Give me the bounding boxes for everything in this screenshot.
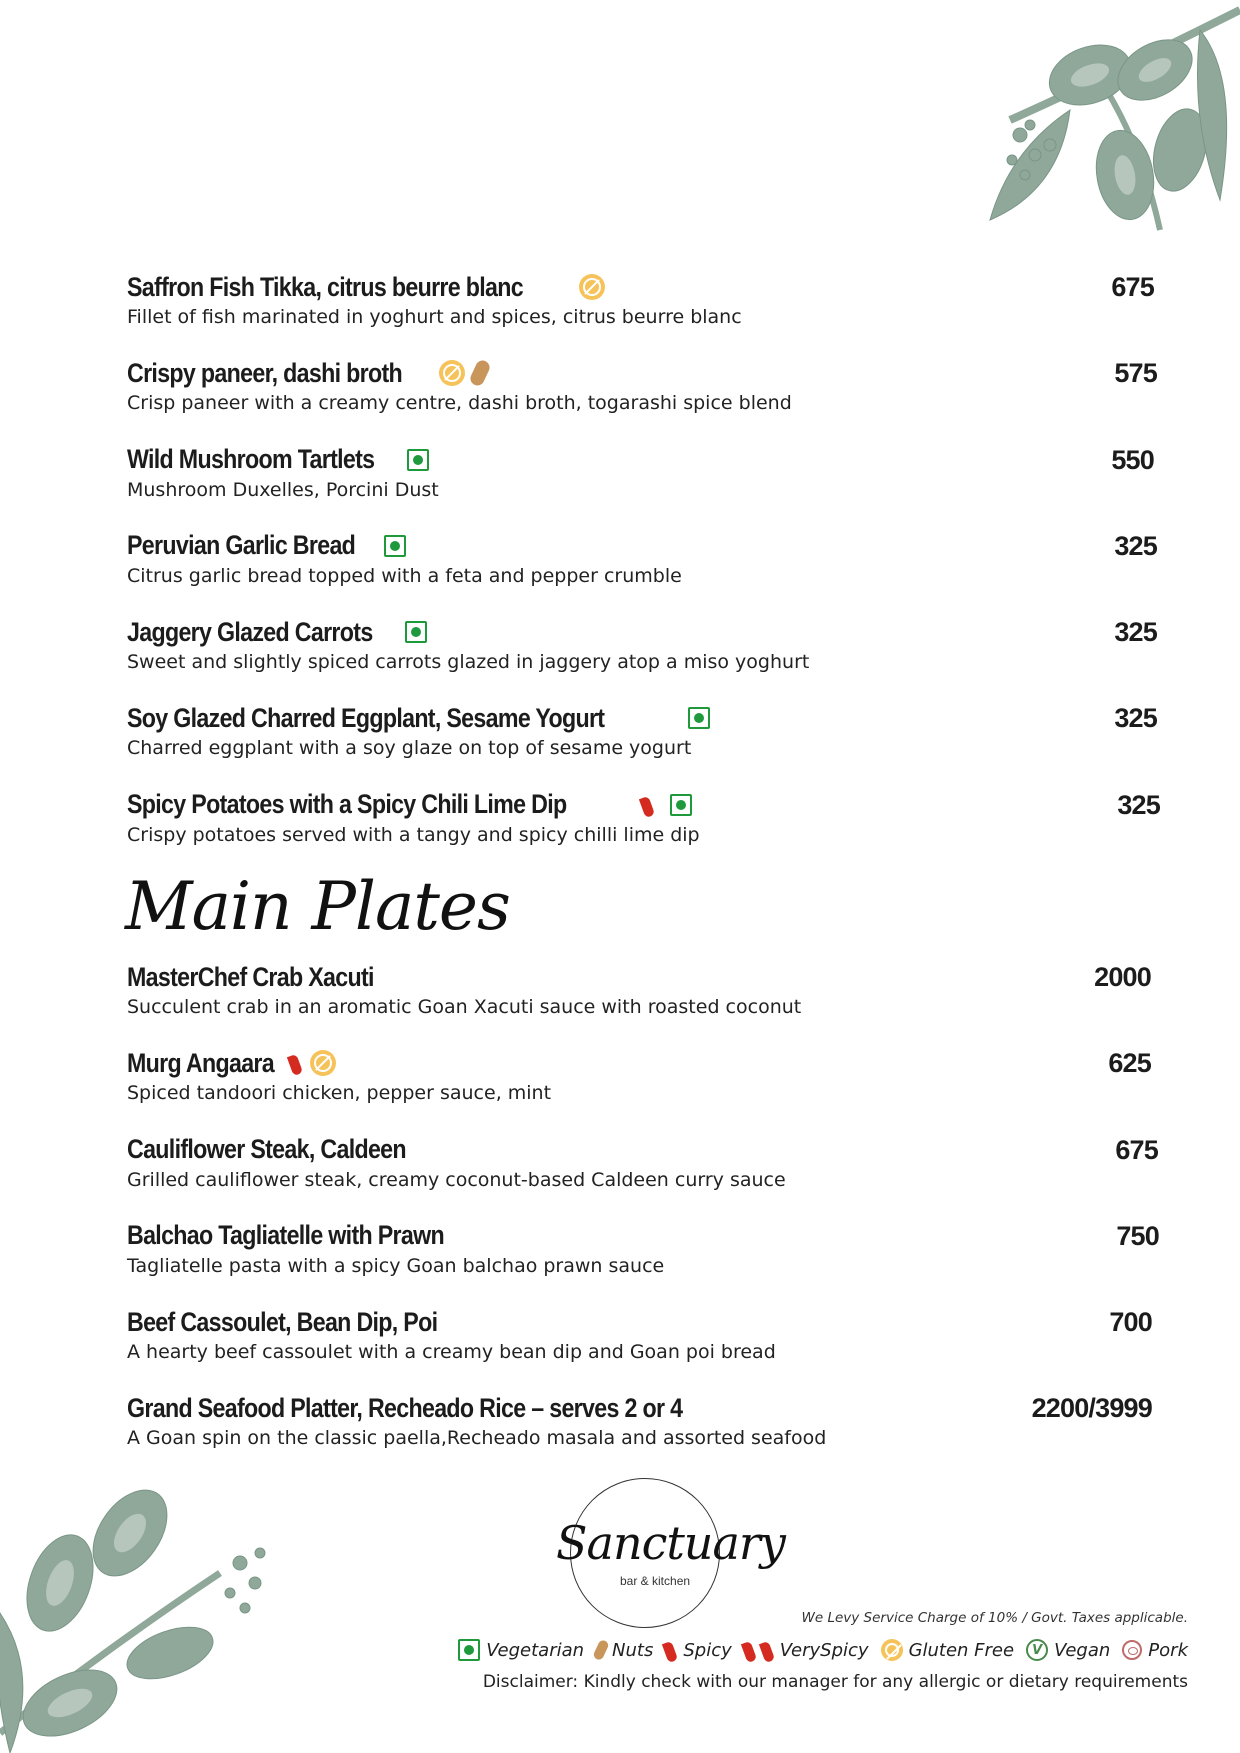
menu-item xyxy=(127,1391,1152,1477)
spicy-icon xyxy=(290,1051,302,1075)
item-price: 550 xyxy=(1111,444,1154,475)
item-description: Mushroom Duxelles, Porcini Dust xyxy=(127,478,439,501)
spicy-icon xyxy=(762,1638,774,1662)
item-description: Fillet of fish marinated in yoghurt and spices, citrus beurre blanc xyxy=(127,306,742,328)
restaurant-logo xyxy=(556,1478,785,1628)
item-description: Crispy potatoes served with a tangy and spicy chilli lime dip xyxy=(127,823,700,846)
item-description: Grilled cauliflower steak, creamy coconut-based Caldeen curry sauce xyxy=(127,1168,786,1191)
item-price: 325 xyxy=(1114,530,1157,561)
legend-label: VerySpicy xyxy=(779,1639,869,1661)
menu-item xyxy=(127,1046,1151,1132)
item-price: 625 xyxy=(1108,1048,1151,1079)
item-name: Spicy Potatoes with a Spicy Chili Lime Dip xyxy=(127,789,567,820)
nuts-icon xyxy=(468,359,492,388)
item-price: 2000 xyxy=(1094,962,1151,992)
vegan-icon: V xyxy=(1026,1639,1048,1661)
vegetarian-icon xyxy=(405,621,427,643)
olive-branch-decoration xyxy=(950,0,1240,250)
item-description: A Goan spin on the classic paella,Recheado masala and assorted seafood xyxy=(127,1427,827,1450)
item-description: Citrus garlic bread topped with a feta and pepper crumble xyxy=(127,564,682,587)
item-name: Saffron Fish Tikka, citrus beurre blanc xyxy=(127,271,523,302)
menu-item xyxy=(127,356,1157,442)
gluten-free-icon xyxy=(579,274,605,300)
legend-label: Nuts xyxy=(612,1639,654,1661)
pork-icon xyxy=(1122,1640,1142,1660)
item-price: 325 xyxy=(1117,789,1160,820)
olive-branch-decoration-bottom xyxy=(0,1473,290,1753)
item-description: Crisp paneer with a creamy centre, dashi broth, togarashi spice blend xyxy=(127,392,792,415)
item-description: Spiced tandoori chicken, pepper sauce, mint xyxy=(127,1082,552,1105)
item-price: 2200/3999 xyxy=(1031,1393,1152,1424)
gluten-free-icon xyxy=(310,1050,336,1076)
menu-item xyxy=(127,529,1157,615)
dietary-legend xyxy=(458,1638,1188,1662)
disclaimer: Disclaimer: Kindly check with our manager for any allergic or dietary requirements xyxy=(482,1672,1188,1692)
legend-gluten-free xyxy=(881,1639,1015,1661)
item-description: Sweet and slightly spiced carrots glazed in jaggery atop a miso yoghurt xyxy=(127,651,810,674)
item-price: 325 xyxy=(1114,617,1157,648)
item-description: Succulent crab in an aromatic Goan Xacuti sauce with roasted coconut xyxy=(127,996,802,1018)
legend-spicy xyxy=(665,1638,731,1662)
legend-label: Vegan xyxy=(1054,1639,1111,1661)
item-name: Grand Seafood Platter, Recheado Rice – serves 2 or 4 xyxy=(127,1392,683,1423)
gluten-free-icon xyxy=(439,360,465,386)
item-name: Balchao Tagliatelle with Prawn xyxy=(127,1220,445,1251)
item-name: Wild Mushroom Tartlets xyxy=(127,444,375,475)
item-price: 675 xyxy=(1111,272,1154,302)
legend-label: Pork xyxy=(1148,1639,1188,1661)
menu-item xyxy=(127,443,1154,529)
legend-label: Spicy xyxy=(683,1639,732,1661)
item-name: MasterChef Crab Xacuti xyxy=(127,961,374,992)
logo-subtitle: bar & kitchen xyxy=(620,1574,691,1588)
item-name: Cauliflower Steak, Caldeen xyxy=(127,1134,406,1165)
nuts-icon xyxy=(592,1639,610,1661)
item-description: A hearty beef cassoulet with a creamy bean dip and Goan poi bread xyxy=(127,1341,776,1364)
service-charge-note: We Levy Service Charge of 10% / Govt. Taxes applicable. xyxy=(801,1610,1188,1626)
item-price: 325 xyxy=(1114,703,1157,734)
vegetarian-icon xyxy=(458,1639,480,1661)
small-plates-list xyxy=(127,270,1160,874)
spicy-icon xyxy=(665,1638,677,1662)
legend-label: Gluten Free xyxy=(908,1639,1015,1661)
legend-label: Vegetarian xyxy=(486,1639,585,1661)
item-description: Charred eggplant with a soy glaze on top of sesame yogurt xyxy=(127,737,692,760)
main-plates-list xyxy=(127,960,1159,1478)
item-price: 700 xyxy=(1109,1307,1152,1338)
legend-nuts xyxy=(596,1640,653,1661)
item-name: Beef Cassoulet, Bean Dip, Poi xyxy=(127,1306,438,1337)
item-name: Peruvian Garlic Bread xyxy=(127,530,356,561)
menu-item xyxy=(127,1219,1159,1305)
legend-vegetarian xyxy=(458,1639,584,1661)
item-name: Murg Angaara xyxy=(127,1047,275,1078)
item-price: 675 xyxy=(1115,1134,1158,1165)
item-name: Crispy paneer, dashi broth xyxy=(127,357,403,388)
menu-item xyxy=(127,1305,1152,1391)
item-price: 750 xyxy=(1116,1220,1159,1251)
menu-item xyxy=(127,270,1154,356)
legend-vegan xyxy=(1026,1639,1110,1661)
spicy-icon xyxy=(744,1638,756,1662)
item-price: 575 xyxy=(1114,358,1157,389)
legend-very-spicy xyxy=(744,1638,869,1662)
item-name: Jaggery Glazed Carrots xyxy=(127,616,373,647)
menu-item xyxy=(127,701,1157,787)
vegetarian-icon xyxy=(407,449,429,471)
item-name: Soy Glazed Charred Eggplant, Sesame Yogurt xyxy=(127,702,605,733)
gluten-free-icon xyxy=(881,1639,903,1661)
menu-item xyxy=(127,960,1151,1046)
spicy-icon xyxy=(642,793,654,817)
logo-script: Sanctuary xyxy=(556,1516,785,1570)
menu-item xyxy=(127,615,1157,701)
section-title: Main Plates xyxy=(125,868,510,945)
menu-item xyxy=(127,788,1160,874)
vegetarian-icon xyxy=(384,535,406,557)
vegetarian-icon xyxy=(688,707,710,729)
menu-item xyxy=(127,1133,1158,1219)
legend-pork xyxy=(1122,1640,1188,1661)
vegetarian-icon xyxy=(670,794,692,816)
item-description: Tagliatelle pasta with a spicy Goan balchao prawn sauce xyxy=(127,1254,665,1277)
